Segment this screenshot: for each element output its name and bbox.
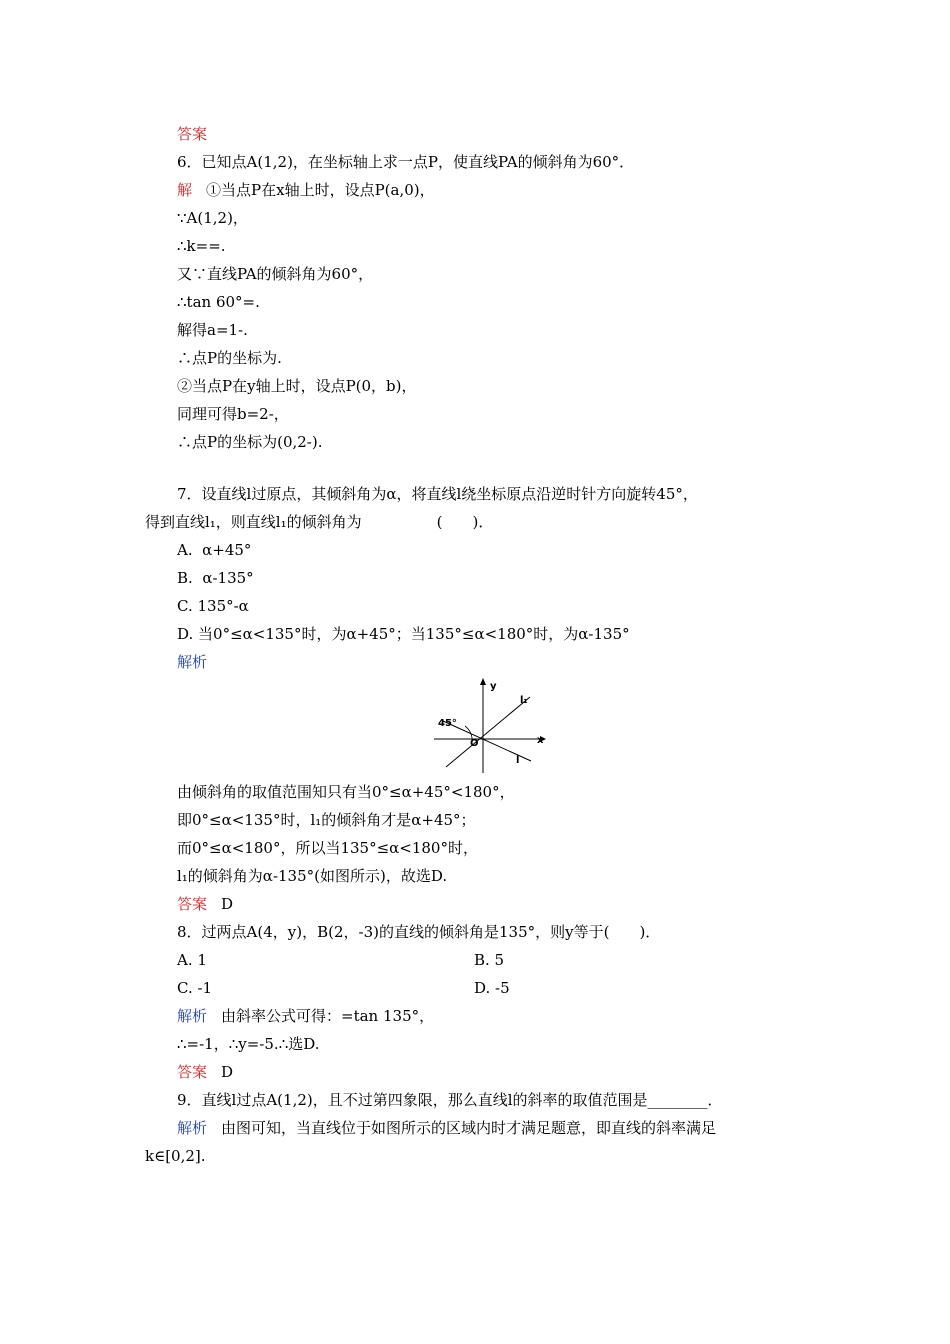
q8-analysis-line1 — [177, 1006, 434, 1026]
q7-option-b: B. α-135° — [177, 569, 254, 587]
q6-stem: 6．已知点A(1,2)，在坐标轴上求一点P，使直线PA的倾斜角为60°． — [177, 153, 635, 171]
q9-stem: 9．直线l过点A(1,2)，且不过第四象限，那么直线l的斜率的取值范围是________． — [177, 1091, 723, 1109]
q6-solution-line8: ②当点P在y轴上时，设点P(0，b)， — [177, 377, 417, 395]
origin-label: O — [470, 738, 479, 749]
q6-solution-line9: 同理可得b=2-， — [177, 405, 289, 423]
q7-option-a: A. α+45° — [177, 541, 252, 559]
q8-answer — [177, 1062, 233, 1082]
q8-analysis-text: 由斜率公式可得：=tan 135°， — [221, 1007, 435, 1025]
q7-stem-line1: 7．设直线l过原点，其倾斜角为α，将直线l绕坐标原点沿逆时针方向旋转45°， — [177, 485, 698, 503]
q8-analysis-label: 解析 — [177, 1007, 208, 1025]
line-l1-label: l₁ — [520, 695, 528, 706]
q9-analysis-line1 — [177, 1118, 716, 1138]
q7-figure-svg — [432, 677, 550, 777]
q9-analysis-text: 由图可知，当直线位于如图所示的区域内时才满足题意，即直线的斜率满足 — [221, 1119, 717, 1137]
q8-option-b: B. 5 — [474, 951, 505, 969]
q8-option-d: D. -5 — [474, 979, 510, 997]
q8-answer-value: D — [221, 1063, 234, 1081]
y-axis-arrow — [480, 678, 486, 685]
q7-analysis-line2: 即0°≤α<135°时，l₁的倾斜角才是α+45°； — [177, 811, 476, 829]
q6-solution-line5: ∴tan 60°=. — [177, 293, 260, 311]
q7-answer — [177, 894, 233, 914]
q6-solution-line6: 解得a=1-. — [177, 321, 248, 339]
q6-solution-line7: ∴点P的坐标为. — [177, 349, 282, 367]
q7-analysis-line3: 而0°≤α<180°，所以当135°≤α<180°时， — [177, 839, 478, 857]
q7-analysis-label: 解析 — [177, 653, 208, 671]
q8-analysis-line2: ∴=-1，∴y=-5.∴选D. — [177, 1035, 320, 1053]
q9-analysis-label: 解析 — [177, 1119, 208, 1137]
q7-figure — [432, 677, 550, 777]
q7-option-c: C. 135°-α — [177, 597, 249, 615]
q7-answer-label: 答案 — [177, 895, 208, 913]
q8-stem: 8．过两点A(4，y)，B(2，-3)的直线的倾斜角是135°，则y等于( )． — [177, 923, 661, 941]
q8-option-c: C. -1 — [177, 979, 213, 997]
q6-text: ①当点P在x轴上时，设点P(a,0)， — [206, 181, 435, 199]
q6-solution-line1 — [177, 180, 435, 200]
angle-label: 45° — [438, 718, 457, 729]
q6-solution-label: 解 — [177, 181, 193, 199]
y-axis-label: y — [490, 681, 497, 692]
line-l-label: l — [516, 755, 520, 766]
q6-solution-line10: ∴点P的坐标为(0,2-). — [177, 433, 323, 451]
q7-answer-value: D — [221, 895, 234, 913]
q6-solution-line2: ∵A(1,2)， — [177, 209, 248, 227]
q7-analysis-line4: l₁的倾斜角为α-135°(如图所示)，故选D. — [177, 867, 448, 885]
q8-answer-label: 答案 — [177, 1063, 208, 1081]
q6-solution-line3: ∴k==. — [177, 237, 226, 255]
q7-analysis-line1: 由倾斜角的取值范围知只有当0°≤α+45°<180°， — [177, 783, 515, 801]
q6-solution-line4: 又∵直线PA的倾斜角为60°， — [177, 265, 374, 283]
q8-option-a: A. 1 — [177, 951, 207, 969]
answer-label: 答案 — [177, 125, 208, 143]
q9-analysis-line2: k∈[0,2]. — [145, 1147, 206, 1165]
q7-stem-line2: 得到直线l₁，则直线l₁的倾斜角为 ( )． — [145, 513, 494, 531]
q7-option-d: D. 当0°≤α<135°时，为α+45°；当135°≤α<180°时，为α-135° — [177, 625, 630, 643]
x-axis-label: x — [537, 735, 544, 746]
